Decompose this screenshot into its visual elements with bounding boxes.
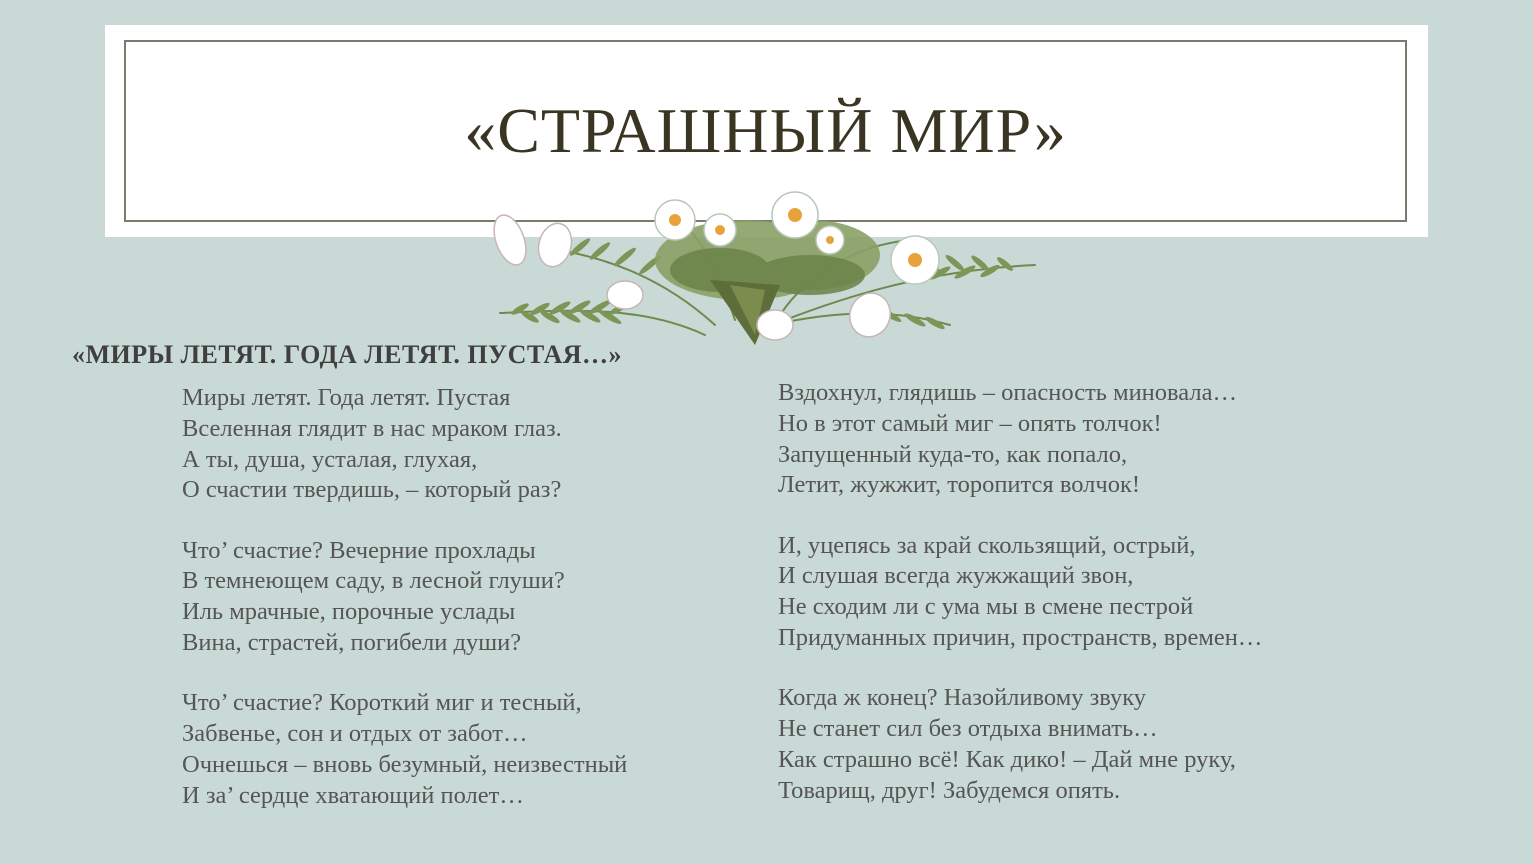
poem-stanza [182, 536, 627, 659]
poem-line: В темнеющем саду, в лесной глуши? [182, 567, 565, 595]
poem-subtitle: «МИРЫ ЛЕТЯТ. ГОДА ЛЕТЯТ. ПУСТАЯ…» [72, 340, 623, 369]
poem-line: Вселенная глядит в нас мраком глаз. [182, 414, 562, 442]
poem-stanza [778, 531, 1262, 654]
poem-line: И за’ сердце хватающий полет… [182, 781, 524, 809]
poem-line: Вина, страстей, погибели души? [182, 629, 522, 657]
poem-line: Товарищ, друг! Забудемся опять. [778, 776, 1121, 804]
poem-line: О счастии твердишь, – который раз? [182, 476, 562, 504]
poem-line: Очнешься – вновь безумный, неизвестный [182, 750, 628, 778]
poem-line: Запущенный куда-то, как попало, [778, 440, 1128, 468]
poem-line: Но в этот самый миг – опять толчок! [778, 409, 1162, 437]
poem-line: И, уцепясь за край скользящий, острый, [778, 531, 1196, 559]
poem-line: Что’ счастие? Вечерние прохлады [182, 536, 536, 564]
poem-stanza [778, 683, 1262, 806]
poem-line: Летит, жужжит, торопится волчок! [778, 471, 1141, 499]
poem-stanza [182, 383, 627, 506]
poem-line: Как страшно всё! Как дико! – Дай мне руку, [778, 745, 1236, 773]
poem-line: Иль мрачные, порочные услады [182, 598, 516, 626]
slide-title: «СТРАШНЫЙ МИР» [464, 95, 1067, 166]
poem-line: Придуманных причин, пространств, времен… [778, 624, 1263, 652]
poem-right-column [778, 378, 1262, 807]
poem-line: Не станет сил без отдыха внимать… [778, 715, 1158, 743]
poem-line: Забвенье, сон и отдых от забот… [182, 720, 528, 748]
poem-line: Не сходим ли с ума мы в смене пестрой [778, 593, 1194, 621]
poem-line: И слушая всегда жужжащий звон, [778, 562, 1134, 590]
floral-bouquet-illustration [480, 185, 1050, 355]
poem-line: Вздохнул, глядишь – опасность миновала… [778, 379, 1237, 406]
poem-stanza [182, 688, 627, 811]
poem-line: Миры летят. Года летят. Пустая [182, 384, 511, 411]
poem-line: А ты, душа, усталая, глухая, [182, 445, 478, 473]
poem-line: Когда ж конец? Назойливому звуку [778, 684, 1147, 712]
poem-left-column [182, 383, 627, 812]
poem-line: Что’ счастие? Короткий миг и тесный, [182, 689, 582, 717]
poem-stanza [778, 378, 1262, 501]
